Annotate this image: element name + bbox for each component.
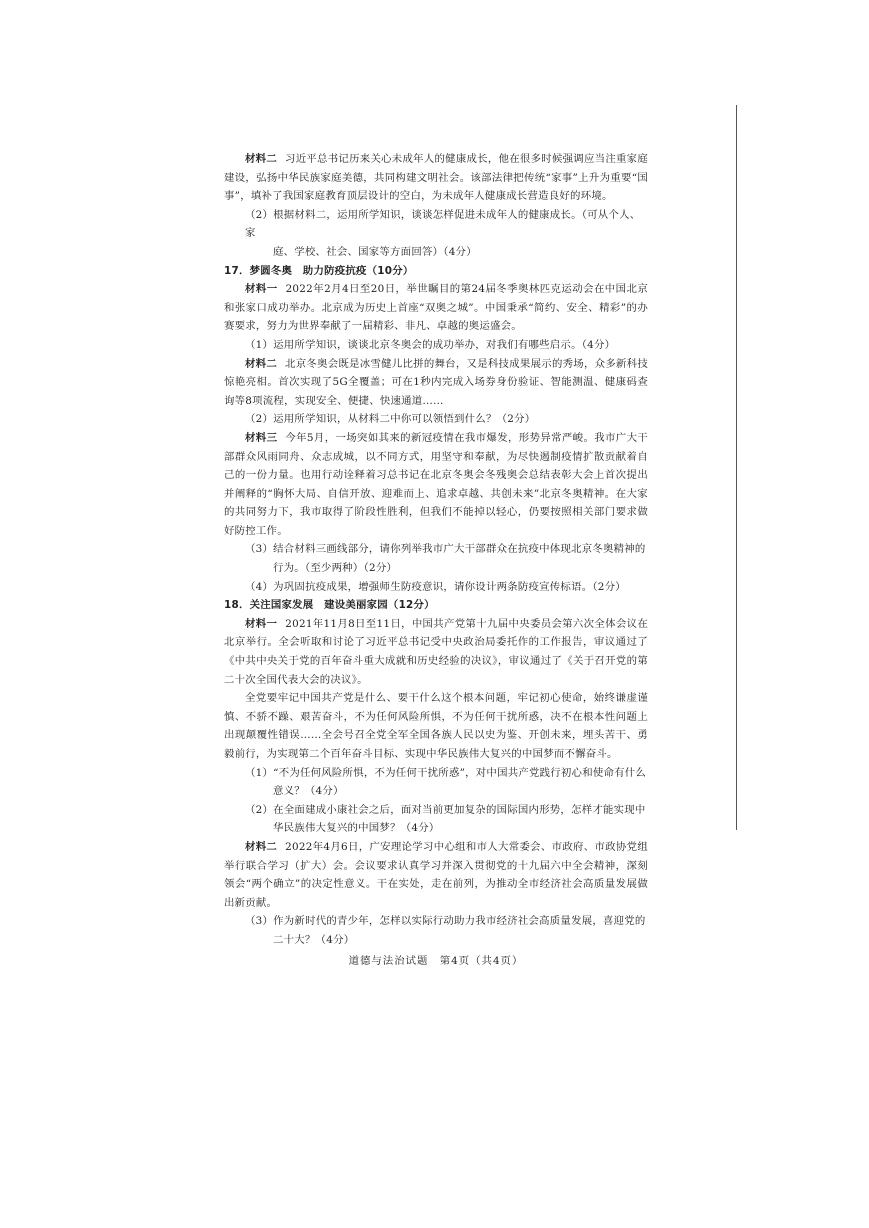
question-17-3: （3）结合材料三画线部分，请你列举我市广大干部群众在抗疫中体现北京冬奥精神的 [245, 543, 646, 556]
question-18-heading: 18．关注国家发展 建设美丽家园（12分） [224, 599, 435, 612]
q17-material-1 [224, 280, 648, 336]
material-text: 北京冬奥会既是冰雪健儿比拼的舞台，又是科技成果展示的秀场，众多新科技惊艳亮相。首次实现了5G全覆盖；可在1秒内完成入场券身份验证、智能测温、健康码查询等8项流程，实现安全、便捷、快速通道…… [224, 357, 648, 407]
page-edge-line [736, 105, 737, 830]
material-text: 今年5月，一场突如其来的新冠疫情在我市爆发，形势异常严峻。我市广大干部群众风雨同舟、众志成城，以不同方式，用坚守和奉献，为尽快遏制疫情扩散贡献着自己的一份力量。也用行动诠释着习总书记在北京冬奥会冬残奥会总结表彰大会上首次提出并阐释的“胸怀大局、自信开放、迎难而上、追求卓越、共创未来”北京冬奥精神。在大家的共同努力下，我市取得了阶段性胜利，但我们不能掉以轻心，仍要按照相关部门要求做好防控工作。 [224, 431, 649, 537]
material-label: 材料二 [245, 153, 278, 165]
material-label: 材料二 [245, 357, 278, 370]
question-18-2: （2）在全面建成小康社会之后，面对当前更加复杂的国际国内形势，怎样才能实现中 [245, 803, 646, 816]
question-17-2: （2）运用所学知识，从材料二中你可以领悟到什么？（2分） [245, 413, 536, 426]
question-18-3-continued: 二十大？（4分） [273, 933, 355, 946]
page-footer: 道德与法治试题 第4页（共4页） [348, 954, 524, 967]
question-16-2: （2）根据材料二，运用所学知识，谈谈怎样促进未成年人的健康成长。（可从个人、家 [245, 208, 641, 240]
material-label: 材料三 [245, 431, 278, 444]
material-label: 材料二 [245, 840, 278, 853]
question-17-1: （1）运用所学知识，谈谈北京冬奥会的成功举办，对我们有哪些启示。（4分） [245, 338, 616, 351]
question-18-2-continued: 华民族伟大复兴的中国梦？（4分） [273, 822, 440, 835]
question-16-2-continued: 庭、学校、社会、国家等方面回答）（4分） [273, 245, 477, 258]
q17-material-2 [224, 355, 648, 411]
material-text: 2022年4月6日，广安理论学习中心组和市人大常委会、市政府、市政协党组举行联合学习（扩大）会。会议要求认真学习并深入贯彻党的十九届六中全会精神，深刻领会“两个确立”的决定性意义。干在实处，走在前列，为推动全市经济社会高质量发展做出新贡献。 [224, 840, 648, 909]
question-17-4: （4）为巩固抗疫成果，增强师生防疫意识，请你设计两条防疫宣传标语。（2分） [245, 580, 626, 593]
material-label: 材料一 [245, 283, 278, 296]
q17-material-3 [224, 429, 648, 541]
material-text: 习近平总书记历来关心未成年人的健康成长，他在很多时候强调应当注重家庭建设，弘扬中华民族家庭美德，共同构建文明社会。该部法律把传统“家事”上升为重要“国事”，填补了我国家庭教育顶层设计的空白，为未成年人健康成长营造良好的环境。 [224, 153, 648, 203]
material-2-paragraph [224, 150, 648, 206]
material-label: 材料一 [245, 617, 278, 630]
question-18-1-continued: 意义？（4分） [273, 785, 344, 798]
material-text: 2021年11月8日至11日，中国共产党第十九届中央委员会第六次全体会议在北京举行。全会听取和讨论了习近平总书记受中央政治局委托作的工作报告，审议通过了《中共中央关于党的百年奋斗重大成就和历史经验的决议》，审议通过了《关于召开党的第二十次全国代表大会的决议》。 [224, 617, 649, 686]
q18-material-2 [224, 838, 648, 912]
q18-material-1 [224, 615, 648, 689]
material-text: 2022年2月4日至20日，举世瞩目的第24届冬季奥林匹克运动会在中国北京和张家口成功举办。北京成为历史上首座“双奥之城”。中国秉承“简约、安全、精彩”的办赛要求，努力为世界奉献了一届精彩、非凡、卓越的奥运盛会。 [224, 283, 649, 333]
question-17-3-continued: 行为。（至少两种）（2分） [273, 562, 398, 575]
exam-page [224, 150, 648, 970]
q18-material-1-paragraph-2: 全党要牢记中国共产党是什么、要干什么这个根本问题，牢记初心使命，始终谦虚谨慎、不骄不躁、艰苦奋斗，不为任何风险所惧，不为任何干扰所惑，决不在根本性问题上出现颠覆性错误……全会号召全党全军全国各族人民以史为鉴、开创未来，埋头苦干、勇毅前行，为实现第二个百年奋斗目标、实现中华民族伟大复兴的中国梦而不懈奋斗。 [224, 692, 648, 760]
question-17-heading: 17．梦圆冬奥 助力防疫抗疫（10分） [224, 264, 414, 277]
question-18-1: （1）“不为任何风险所惧，不为任何干扰所惑”，对中国共产党践行初心和使命有什么 [245, 766, 647, 779]
question-18-3: （3）作为新时代的青少年，怎样以实际行动助力我市经济社会高质量发展，喜迎党的 [245, 915, 646, 928]
